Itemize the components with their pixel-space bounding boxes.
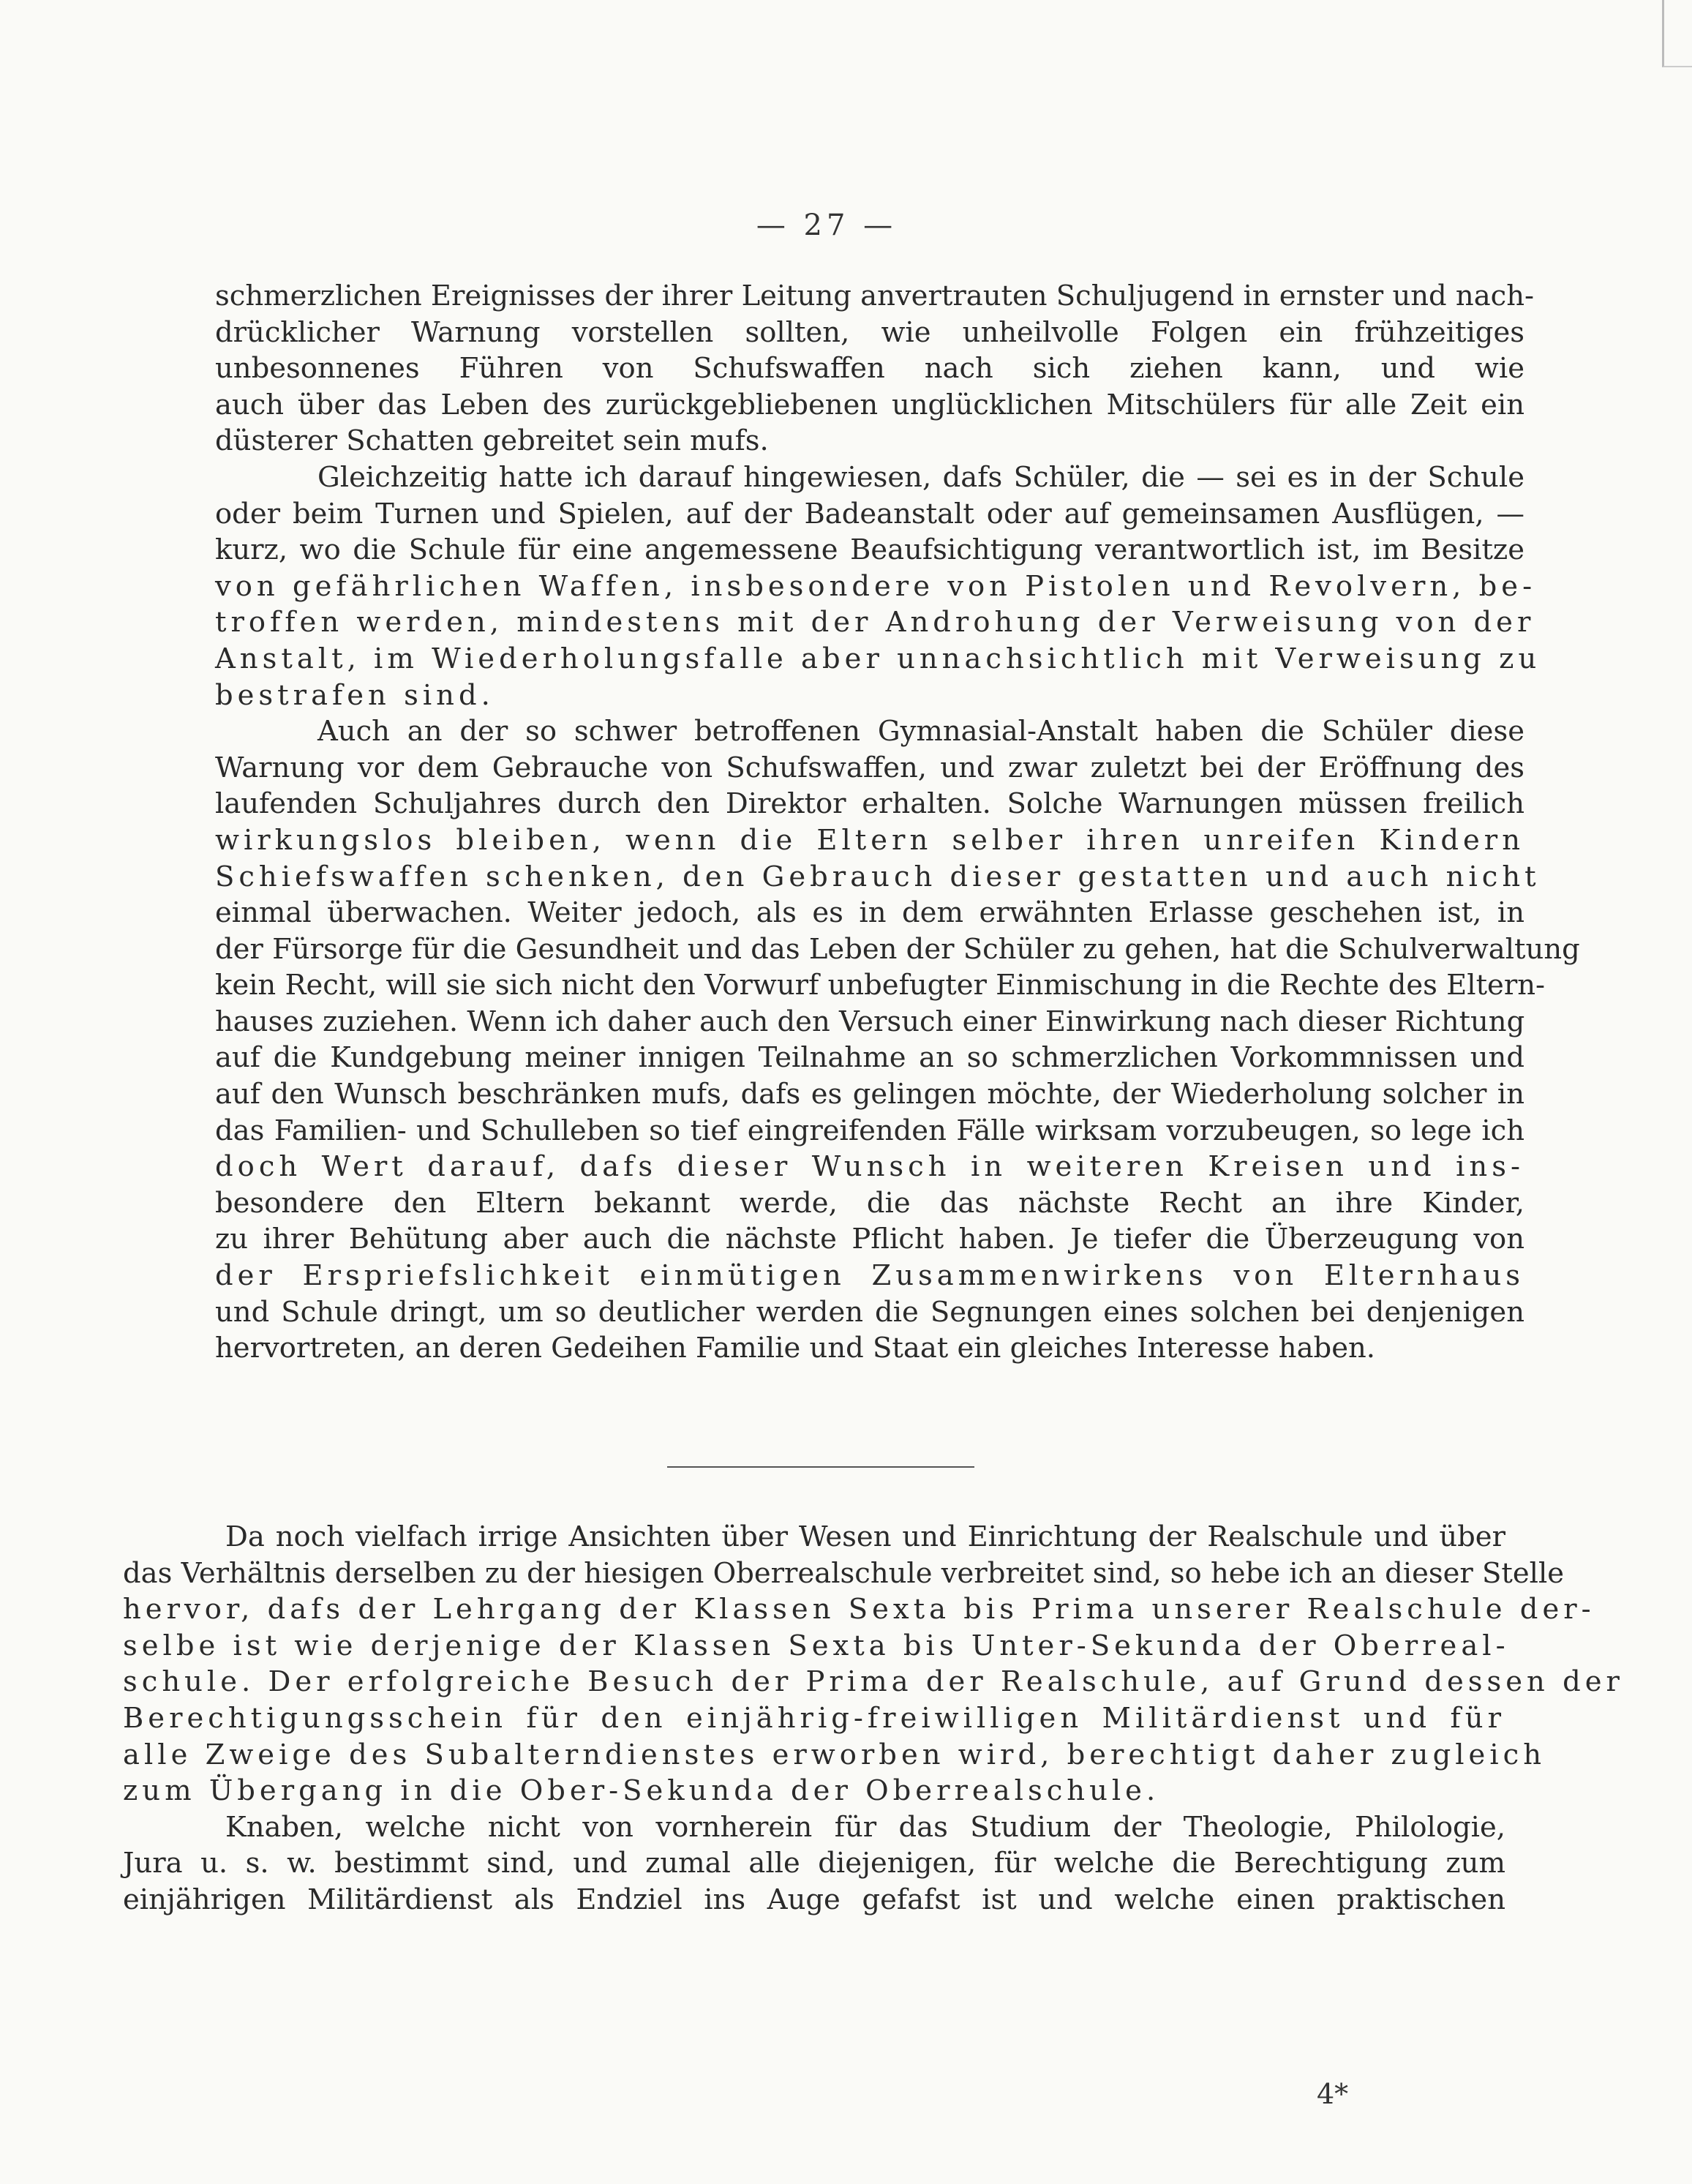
sheet-signature-mark: 4* bbox=[1317, 2078, 1349, 2110]
text-line: Jura u. s. w. bestimmt sind, und zumal alle diejenigen, für welche die Berechtigung zum bbox=[123, 1847, 1505, 1880]
section-divider bbox=[667, 1466, 974, 1468]
text-line: das Verhältnis derselben zu der hiesigen Oberrealschule verbreitet sind, so hebe ich an dieser Stelle bbox=[123, 1556, 1565, 1590]
text-line: einjährigen Militärdienst als Endziel ins Auge gefafst ist und welche einen praktischen bbox=[123, 1883, 1505, 1916]
text-line: kein Recht, will sie sich nicht den Vorwurf unbefugter Einmischung in die Rechte des Eltern- bbox=[215, 969, 1546, 1002]
text-block-warning bbox=[215, 278, 1580, 1367]
text-line: zum Übergang in die Ober-Sekunda der Oberrealschule. bbox=[123, 1774, 1160, 1808]
text-block-realschule bbox=[123, 1519, 1624, 1918]
text-line: zu ihrer Behütung aber auch die nächste Pflicht haben. Je tiefer die Überzeugung von bbox=[215, 1223, 1524, 1256]
text-line: alle Zweige des Subalterndienstes erworben wird, berechtigt daher zugleich bbox=[123, 1738, 1546, 1771]
text-line: hauses zuziehen. Wenn ich daher auch den Versuch einer Einwirkung nach dieser Richtung bbox=[215, 1005, 1525, 1038]
text-line: besondere den Eltern bekannt werde, die das nächste Recht an ihre Kinder, bbox=[215, 1186, 1524, 1220]
paragraph-first-line: Knaben, welche nicht von vornherein für das Studium der Theologie, Philologie, bbox=[225, 1810, 1505, 1844]
text-line: kurz, wo die Schule für eine angemessene Beaufsichtigung verantwortlich ist, im Besitze bbox=[215, 533, 1524, 567]
text-line: auch über das Leben des zurückgebliebenen unglücklichen Mitschülers für alle Zeit ein bbox=[215, 388, 1524, 421]
paragraph-first-line: Da noch vielfach irrige Ansichten über Wesen und Einrichtung der Realschule und über bbox=[225, 1520, 1505, 1553]
text-line: und Schule dringt, um so deutlicher werden die Segnungen eines solchen bei denjenigen bbox=[215, 1295, 1524, 1329]
text-line: auf die Kundgebung meiner innigen Teilnahme an so schmerzlichen Vorkommnissen und bbox=[215, 1041, 1524, 1075]
text-line: hervortreten, an deren Gedeihen Familie und Staat ein gleiches Interesse haben. bbox=[215, 1332, 1376, 1365]
text-line: das Familien- und Schulleben so tief eingreifenden Fälle wirksam vorzubeugen, so lege ich bbox=[215, 1114, 1524, 1147]
text-line: hervor, dafs der Lehrgang der Klassen Sexta bis Prima unserer Realschule der- bbox=[123, 1593, 1595, 1626]
text-line: doch Wert darauf, dafs dieser Wunsch in weiteren Kreisen und ins- bbox=[215, 1150, 1524, 1184]
text-line: düsterer Schatten gebreitet sein mufs. bbox=[215, 424, 769, 458]
text-line: Schiefswaffen schenken, den Gebrauch dieser gestatten und auch nicht bbox=[215, 860, 1541, 893]
paragraph-first-line: Gleichzeitig hatte ich darauf hingewiesen, dafs Schüler, die — sei es in der Schule bbox=[317, 460, 1524, 494]
page-number: — 27 — bbox=[756, 209, 898, 242]
text-line: oder beim Turnen und Spielen, auf der Badeanstalt oder auf gemeinsamen Ausflügen, — bbox=[215, 497, 1524, 530]
text-line: drücklicher Warnung vorstellen sollten, wie unheilvolle Folgen ein frühzeitiges bbox=[215, 315, 1524, 349]
text-line: troffen werden, mindestens mit der Androhung der Verweisung von der bbox=[215, 606, 1535, 639]
text-line: wirkungslos bleiben, wenn die Eltern selber ihren unreifen Kindern bbox=[215, 823, 1524, 857]
text-line: auf den Wunsch beschränken mufs, dafs es gelingen möchte, der Wiederholung solcher in bbox=[215, 1078, 1524, 1111]
text-line: selbe ist wie derjenige der Klassen Sexta bis Unter-Sekunda der Oberreal- bbox=[123, 1629, 1510, 1662]
text-line: schmerzlichen Ereignisses der ihrer Leitung anvertrauten Schuljugend in ernster und nach- bbox=[215, 279, 1535, 312]
text-line: schule. Der erfolgreiche Besuch der Prima der Realschule, auf Grund dessen der bbox=[123, 1665, 1624, 1699]
text-line: bestrafen sind. bbox=[215, 678, 495, 712]
text-line: der Fürsorge für die Gesundheit und das Leben der Schüler zu gehen, hat die Schulverwaltung bbox=[215, 932, 1580, 966]
paragraph-first-line: Auch an der so schwer betroffenen Gymnasial-Anstalt haben die Schüler diese bbox=[317, 715, 1524, 748]
text-line: Anstalt, im Wiederholungsfalle aber unnachsichtlich mit Verweisung zu bbox=[215, 642, 1541, 675]
text-line: von gefährlichen Waffen, insbesondere von Pistolen und Revolvern, be- bbox=[215, 569, 1537, 603]
text-line: Berechtigungsschein für den einjährig-freiwilligen Militärdienst und für bbox=[123, 1701, 1505, 1735]
text-line: einmal überwachen. Weiter jedoch, als es in dem erwähnten Erlasse geschehen ist, in bbox=[215, 896, 1524, 930]
page-edge-mark bbox=[1662, 0, 1692, 67]
text-line: laufenden Schuljahres durch den Direktor erhalten. Solche Warnungen müssen freilich bbox=[215, 787, 1524, 821]
text-line: der Erspriefslichkeit einmütigen Zusammenwirkens von Elternhaus bbox=[215, 1259, 1524, 1293]
text-line: unbesonnenes Führen von Schufswaffen nach sich ziehen kann, und wie bbox=[215, 352, 1524, 386]
text-line: Warnung vor dem Gebrauche von Schufswaffen, und zwar zuletzt bei der Eröffnung des bbox=[215, 751, 1524, 784]
